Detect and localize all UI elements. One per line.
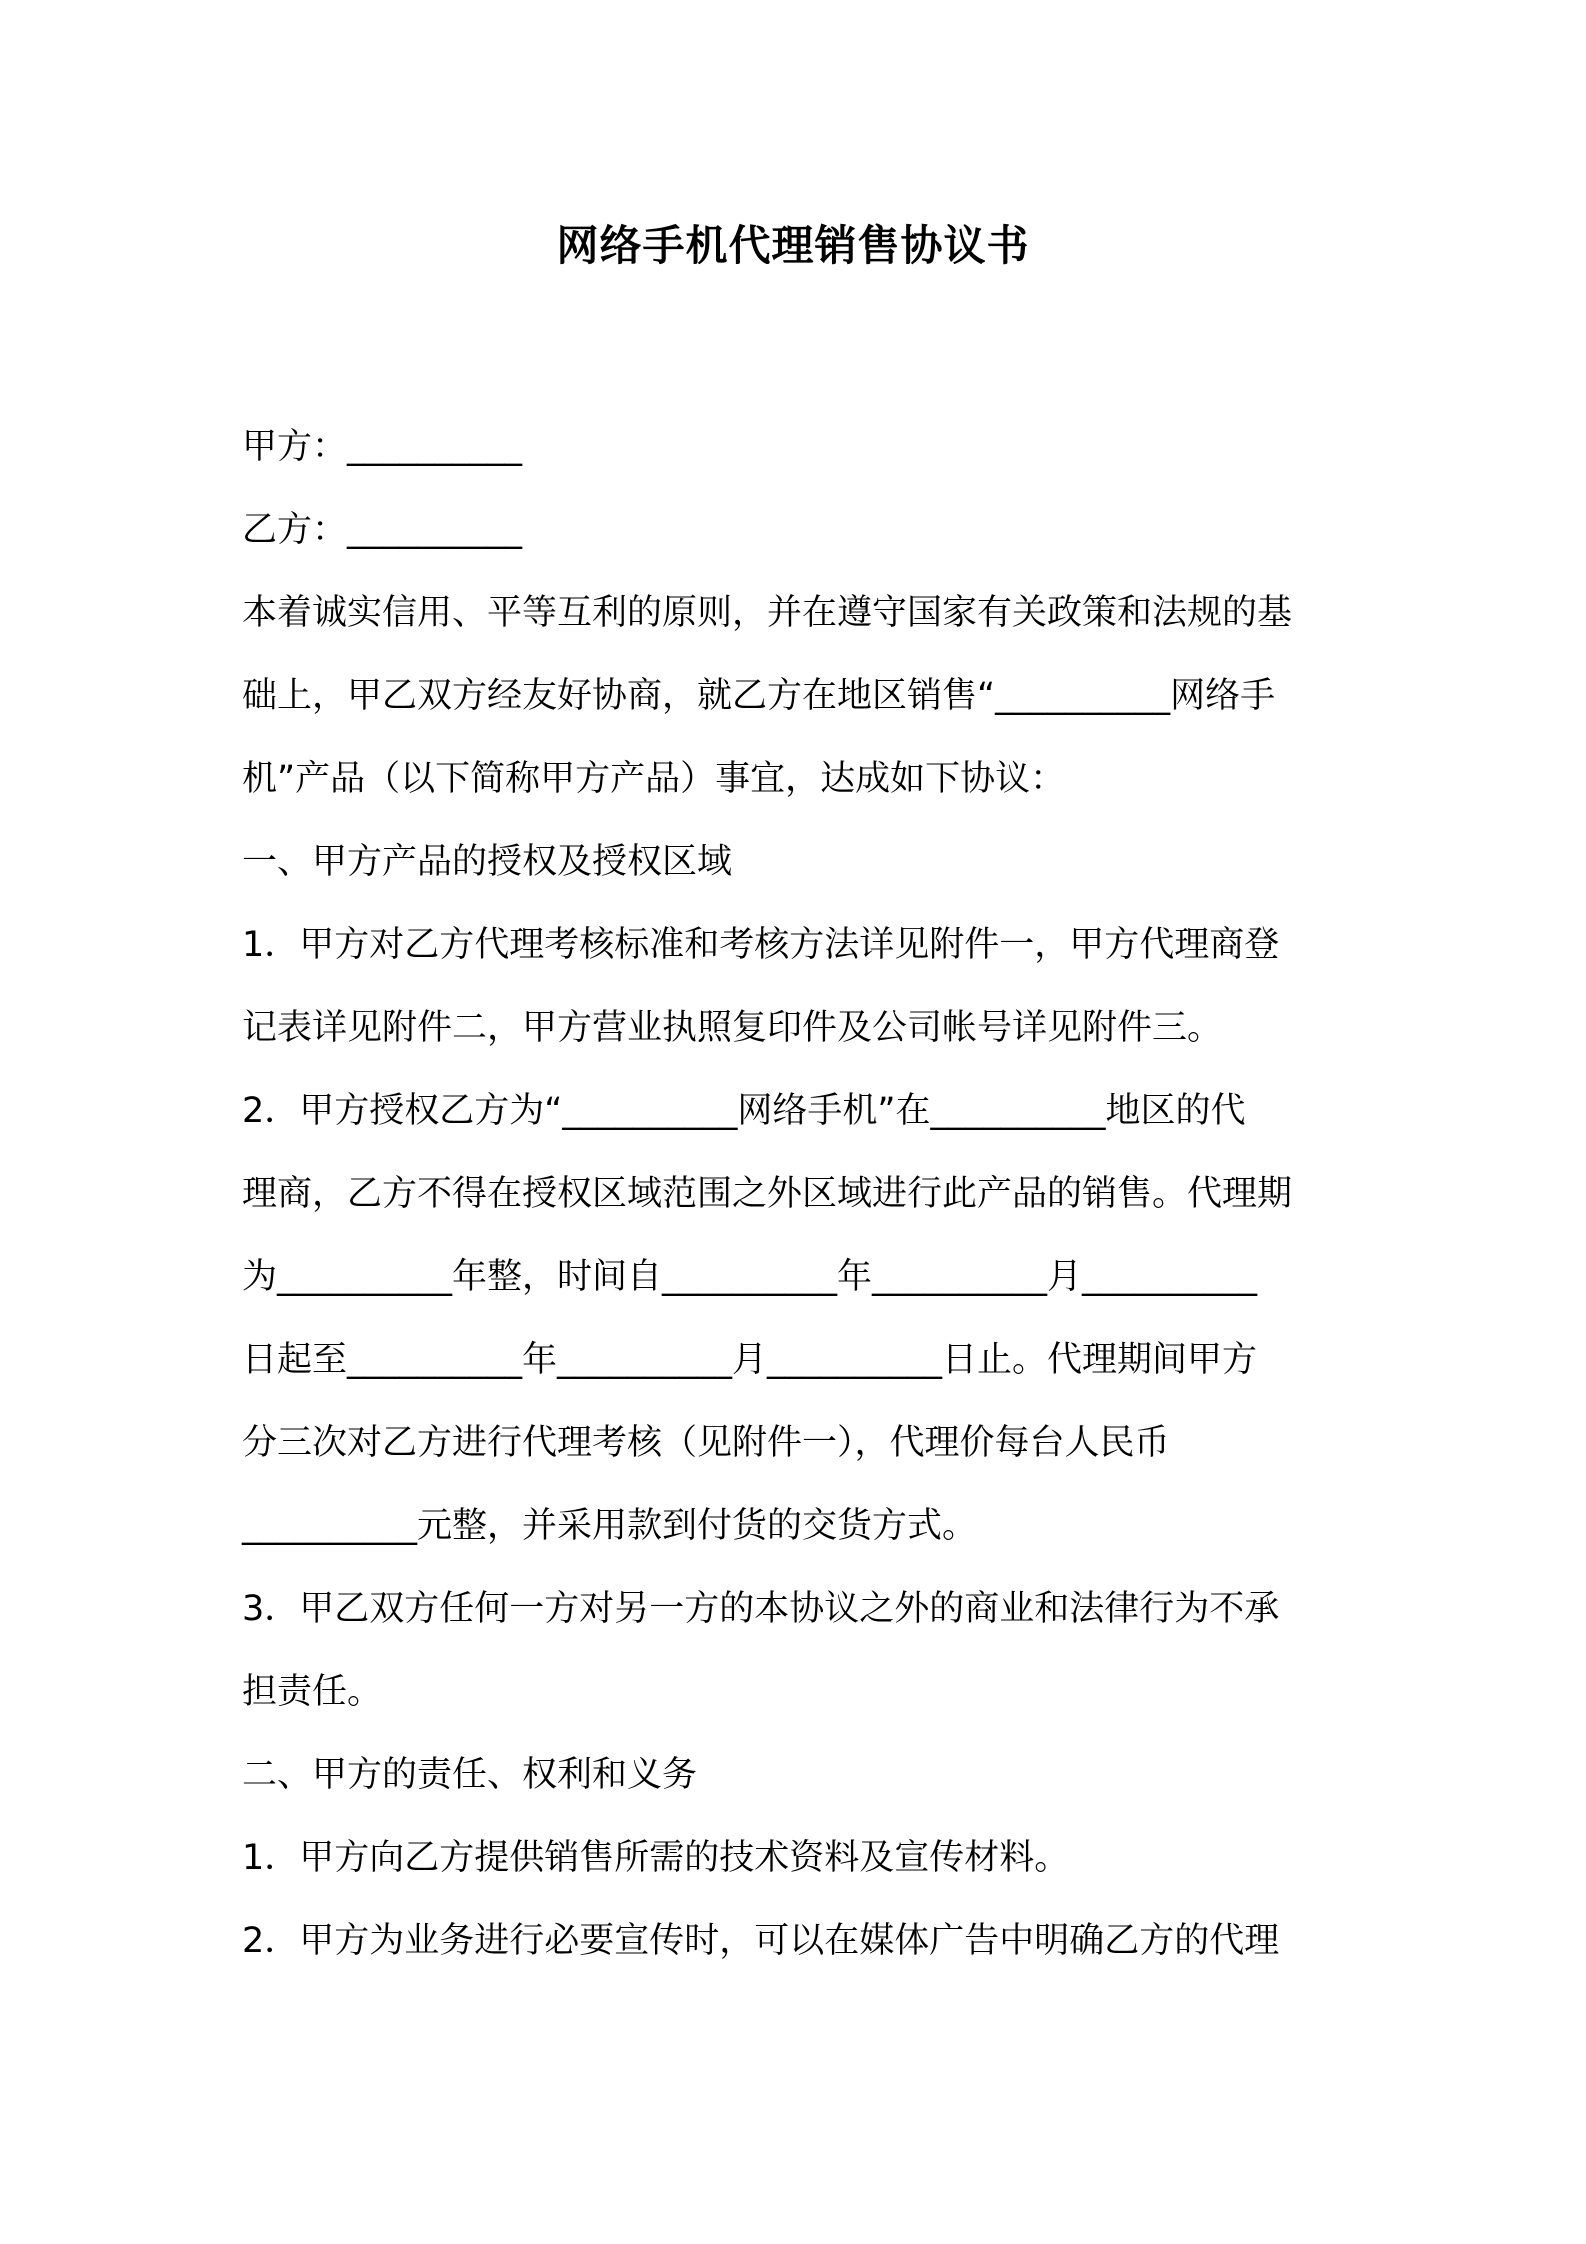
- paragraph-line: 本着诚实信用、平等互利的原则，并在遵守国家有关政策和法规的基: [242, 593, 1293, 633]
- paragraph-line: 为__________年整，时间自__________年__________月__________: [242, 1257, 1258, 1297]
- paragraph-line: 1．甲方对乙方代理考核标准和考核方法详见附件一，甲方代理商登: [242, 925, 1280, 965]
- party-b-line: 乙方：__________: [242, 510, 523, 550]
- paragraph-line: 1．甲方向乙方提供销售所需的技术资料及宣传材料。: [242, 1838, 1070, 1878]
- document-title: 网络手机代理销售协议书: [556, 221, 1030, 270]
- document-body: [242, 406, 1352, 1983]
- paragraph-line: 记表详见附件二，甲方营业执照复印件及公司帐号详见附件三。: [242, 1008, 1223, 1048]
- paragraph-line: 机”产品（以下简称甲方产品）事宜，达成如下协议：: [242, 759, 1066, 799]
- section-heading: 一、甲方产品的授权及授权区域: [242, 842, 733, 882]
- paragraph-line: 3．甲乙双方任何一方对另一方的本协议之外的商业和法律行为不承: [242, 1589, 1280, 1629]
- paragraph-line: 理商，乙方不得在授权区域范围之外区域进行此产品的销售。代理期: [242, 1174, 1293, 1214]
- party-a-line: 甲方：__________: [242, 427, 523, 467]
- section-heading: 二、甲方的责任、权利和义务: [242, 1755, 698, 1795]
- paragraph-line: 日起至__________年__________月__________日止。代理期间甲方: [242, 1340, 1258, 1380]
- paragraph-line: 2．甲方授权乙方为“__________网络手机”在__________地区的代: [242, 1091, 1246, 1131]
- paragraph-line: 分三次对乙方进行代理考核（见附件一），代理价每台人民币: [242, 1423, 1170, 1463]
- paragraph-line: 础上，甲乙双方经友好协商，就乙方在地区销售“__________网络手: [242, 676, 1276, 716]
- paragraph-line: __________元整，并采用款到付货的交货方式。: [242, 1506, 978, 1546]
- paragraph-line: 担责任。: [242, 1672, 383, 1712]
- paragraph-line: 2．甲方为业务进行必要宣传时，可以在媒体广告中明确乙方的代理: [242, 1921, 1280, 1961]
